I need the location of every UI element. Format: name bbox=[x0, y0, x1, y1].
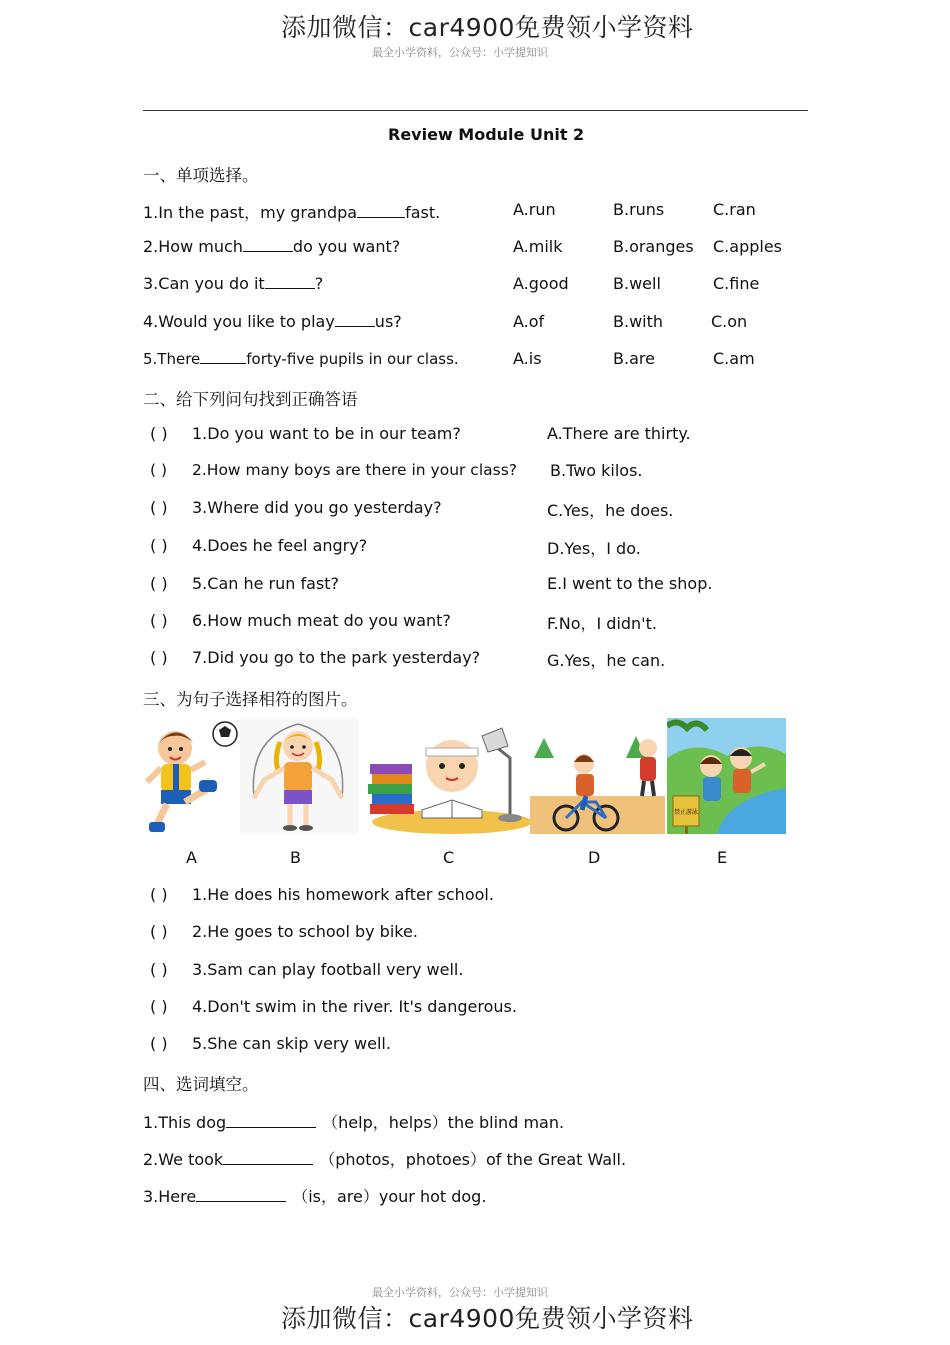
s1-q5-option-a: A.is bbox=[513, 349, 542, 368]
s3-row-4 bbox=[150, 997, 517, 1016]
picture-label-b: B bbox=[290, 848, 301, 867]
picture-label-d: D bbox=[588, 848, 601, 867]
s1-q3-blank[interactable] bbox=[265, 274, 315, 289]
s1-q3-option-a: A.good bbox=[513, 274, 569, 293]
picture-d bbox=[530, 718, 665, 834]
s4-q2-pre: 2.We took bbox=[143, 1150, 224, 1169]
s4-q3-post: （is，are）your hot dog. bbox=[292, 1187, 487, 1206]
s1-q2-post: do you want? bbox=[292, 237, 401, 256]
picture-e bbox=[667, 718, 786, 834]
picture-b bbox=[240, 718, 358, 834]
s2-row-3 bbox=[150, 498, 442, 517]
no-swimming-sign-text: 禁止游泳 bbox=[673, 809, 699, 816]
s2-answer-a: A.There are thirty. bbox=[547, 424, 691, 443]
s1-q5-post: forty-five pupils in our class. bbox=[246, 350, 459, 368]
s2-row-6 bbox=[150, 611, 451, 630]
s2-answer-paren-5[interactable]: ( ) bbox=[150, 574, 168, 593]
s2-row-7 bbox=[150, 648, 480, 667]
s3-sentence-3: 3.Sam can play football very well. bbox=[192, 960, 464, 979]
s2-answer-b: B.Two kilos. bbox=[550, 461, 643, 480]
s3-answer-paren-4[interactable]: ( ) bbox=[150, 997, 168, 1016]
s2-answer-e: E.I went to the shop. bbox=[547, 574, 713, 593]
top-faint-text: 最全小学资料，公众号：小学提知识 bbox=[372, 46, 548, 59]
s1-q1-option-a: A.run bbox=[513, 200, 556, 219]
s3-sentence-2: 2.He goes to school by bike. bbox=[192, 922, 418, 941]
s1-q5-blank[interactable] bbox=[200, 349, 246, 364]
s1-q3-option-b: B.well bbox=[613, 274, 661, 293]
s3-sentence-4: 4.Don't swim in the river. It's dangerous. bbox=[192, 997, 517, 1016]
s2-answer-paren-6[interactable]: ( ) bbox=[150, 611, 168, 630]
s4-q2-post: （photos，photoes）of the Great Wall. bbox=[319, 1150, 627, 1169]
s4-q3-blank[interactable] bbox=[196, 1187, 286, 1202]
s2-question-1: 1.Do you want to be in our team? bbox=[192, 424, 461, 443]
s1-q5-option-b: B.are bbox=[613, 349, 655, 368]
s2-question-3: 3.Where did you go yesterday? bbox=[192, 498, 442, 517]
s1-q4-post: us? bbox=[374, 312, 402, 331]
s3-row-1 bbox=[150, 885, 494, 904]
s4-question-1 bbox=[143, 1110, 564, 1133]
s2-answer-paren-1[interactable]: ( ) bbox=[150, 424, 168, 443]
s2-answer-paren-4[interactable]: ( ) bbox=[150, 536, 168, 555]
s2-question-6: 6.How much meat do you want? bbox=[192, 611, 451, 630]
s1-q5-pre: 5.There bbox=[143, 350, 201, 368]
s3-sentence-1: 1.He does his homework after school. bbox=[192, 885, 494, 904]
s2-answer-g: G.Yes，he can. bbox=[547, 651, 666, 670]
s3-row-2 bbox=[150, 922, 418, 941]
s3-answer-paren-2[interactable]: ( ) bbox=[150, 922, 168, 941]
top-banner: 添加微信：car4900免费领小学资料 bbox=[281, 13, 694, 42]
s1-q2-blank[interactable] bbox=[243, 237, 293, 252]
bottom-banner: 添加微信：car4900免费领小学资料 bbox=[281, 1304, 694, 1333]
s1-q3-option-c: C.fine bbox=[713, 274, 760, 293]
section4-heading: 四、选词填空。 bbox=[143, 1075, 259, 1094]
s1-q2-pre: 2.How much bbox=[143, 237, 243, 256]
s1-q2-option-a: A.milk bbox=[513, 237, 563, 256]
s2-row-4 bbox=[150, 536, 367, 555]
s4-q1-pre: 1.This dog bbox=[143, 1113, 227, 1132]
s3-row-5 bbox=[150, 1034, 391, 1053]
s1-question-3 bbox=[143, 274, 323, 293]
s4-q1-post: （help，helps）the blind man. bbox=[322, 1113, 565, 1132]
picture-label-a: A bbox=[186, 848, 197, 867]
s1-question-1 bbox=[143, 200, 440, 223]
s2-row-2 bbox=[150, 461, 517, 479]
s3-row-3 bbox=[150, 960, 463, 979]
s2-question-7: 7.Did you go to the park yesterday? bbox=[192, 648, 481, 667]
s4-q1-blank[interactable] bbox=[226, 1113, 316, 1128]
s1-q4-option-b: B.with bbox=[613, 312, 664, 331]
s1-q4-blank[interactable] bbox=[335, 312, 375, 327]
bottom-faint-text: 最全小学资料，公众号：小学提知识 bbox=[372, 1286, 548, 1299]
s2-answer-paren-3[interactable]: ( ) bbox=[150, 498, 168, 517]
s2-row-5 bbox=[150, 574, 339, 593]
s4-q3-pre: 3.Here bbox=[143, 1187, 197, 1206]
s2-question-5: 5.Can he run fast? bbox=[192, 574, 340, 593]
s1-q4-option-a: A.of bbox=[513, 312, 545, 331]
s1-q1-option-c: C.ran bbox=[713, 200, 756, 219]
s4-question-2 bbox=[143, 1147, 626, 1170]
s2-answer-f: F.No，I didn't. bbox=[547, 614, 657, 633]
s1-q3-post: ? bbox=[314, 274, 324, 293]
s1-q1-option-b: B.runs bbox=[613, 200, 665, 219]
page-title: Review Module Unit 2 bbox=[388, 125, 585, 144]
s2-answer-d: D.Yes，I do. bbox=[547, 539, 641, 558]
picture-a bbox=[143, 718, 240, 834]
s1-q1-post: fast. bbox=[405, 203, 441, 222]
s3-answer-paren-1[interactable]: ( ) bbox=[150, 885, 168, 904]
s3-sentence-5: 5.She can skip very well. bbox=[192, 1034, 391, 1053]
s1-question-5 bbox=[143, 349, 459, 368]
section1-heading: 一、单项选择。 bbox=[143, 166, 259, 185]
s2-answer-paren-7[interactable]: ( ) bbox=[150, 648, 168, 667]
picture-label-e: E bbox=[717, 848, 728, 867]
s1-q1-pre: 1.In the past，my grandpa bbox=[143, 203, 358, 222]
picture-c bbox=[362, 718, 530, 834]
s4-question-3 bbox=[143, 1184, 486, 1207]
s2-answer-c: C.Yes，he does. bbox=[547, 501, 674, 520]
s3-answer-paren-3[interactable]: ( ) bbox=[150, 960, 168, 979]
s4-q2-blank[interactable] bbox=[223, 1150, 313, 1165]
s1-question-2 bbox=[143, 237, 400, 256]
s1-q2-option-c: C.apples bbox=[713, 237, 782, 256]
s2-row-1 bbox=[150, 424, 461, 443]
picture-label-c: C bbox=[443, 848, 455, 867]
s2-answer-paren-2[interactable]: ( ) bbox=[150, 461, 168, 479]
s1-q2-option-b: B.oranges bbox=[613, 237, 694, 256]
section2-heading: 二、给下列问句找到正确答语 bbox=[143, 390, 358, 409]
s1-q1-blank[interactable] bbox=[357, 203, 405, 218]
s3-answer-paren-5[interactable]: ( ) bbox=[150, 1034, 168, 1053]
s1-q3-pre: 3.Can you do it bbox=[143, 274, 265, 293]
s1-question-4 bbox=[143, 312, 402, 331]
s2-question-2: 2.How many boys are there in your class? bbox=[192, 461, 518, 479]
s1-q5-option-c: C.am bbox=[713, 349, 755, 368]
s1-q4-pre: 4.Would you like to play bbox=[143, 312, 335, 331]
section3-heading: 三、为句子选择相符的图片。 bbox=[143, 690, 358, 709]
s1-q4-option-c: C.on bbox=[711, 312, 748, 331]
s2-question-4: 4.Does he feel angry? bbox=[192, 536, 368, 555]
header-divider bbox=[143, 110, 808, 111]
